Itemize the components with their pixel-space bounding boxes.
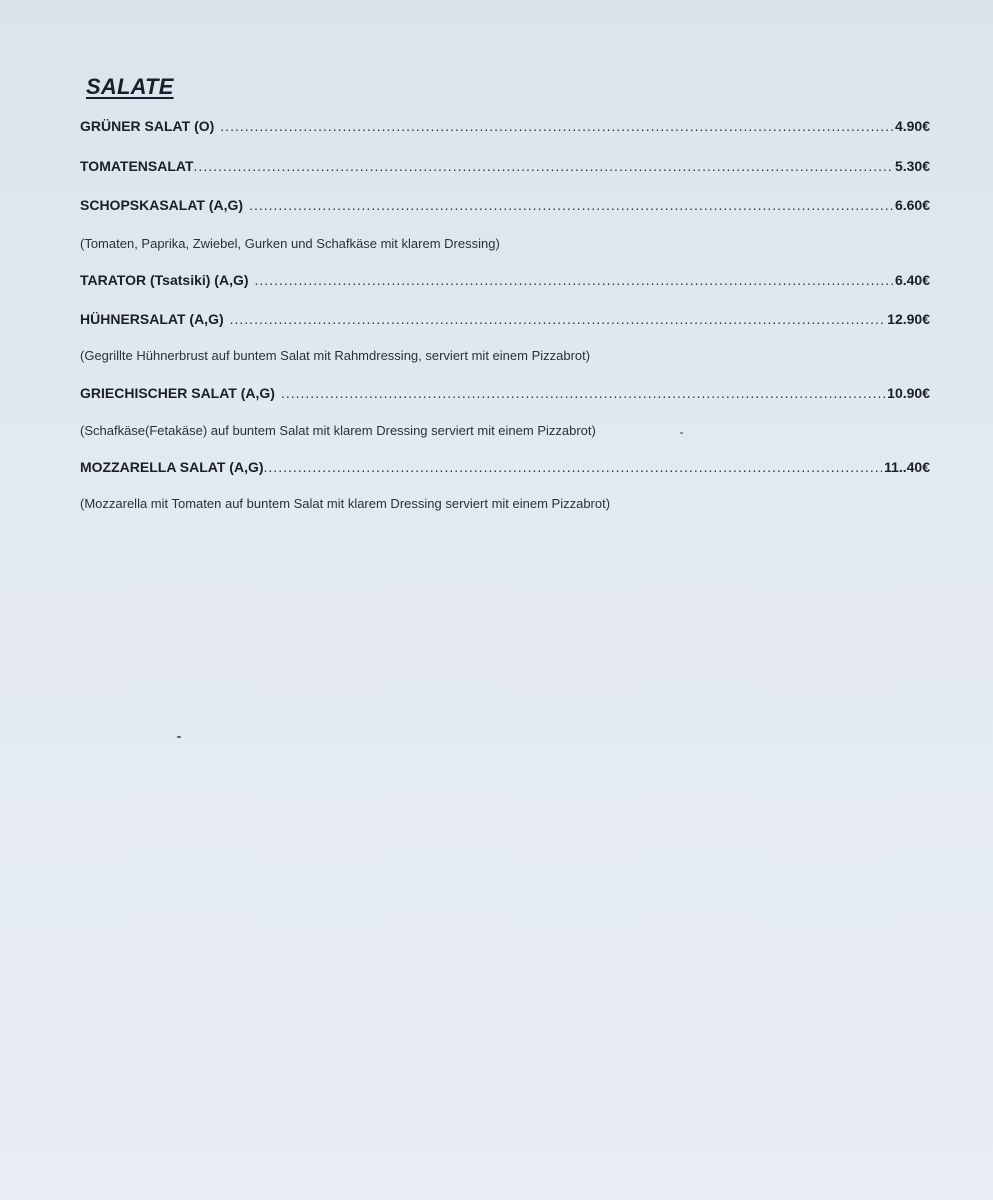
item-name: GRÜNER SALAT (O) (80, 118, 215, 134)
item-description: (Mozzarella mit Tomaten auf buntem Salat mit klarem Dressing serviert mit einem Pizzabrot) (80, 496, 611, 511)
dot-leader (220, 118, 893, 134)
item-price: 6.60€ (894, 197, 930, 213)
item-name: TOMATENSALAT (80, 158, 194, 174)
item-price: 10.90€ (887, 385, 930, 401)
item-description: (Tomaten, Paprika, Zwiebel, Gurken und Schafkäse mit klarem Dressing) (80, 236, 500, 251)
menu-item-gruener-salat (80, 118, 930, 134)
paper-speck (177, 736, 181, 738)
item-description: (Gegrillte Hühnerbrust auf buntem Salat mit Rahmdressing, serviert mit einem Pizzabrot) (80, 348, 591, 363)
item-description: (Schafkäse(Fetakäse) auf buntem Salat mit klarem Dressing serviert mit einem Pizzabrot) (80, 423, 596, 438)
dot-leader (194, 158, 893, 174)
item-name: MOZZARELLA SALAT (A,G) (80, 459, 264, 475)
item-price: 5.30€ (894, 158, 930, 174)
menu-item-griechischer-salat (80, 385, 930, 401)
item-name: GRIECHISCHER SALAT (A,G) (80, 385, 275, 401)
dot-leader (249, 197, 893, 213)
paper-speck (680, 432, 683, 434)
dot-leader (230, 311, 886, 327)
menu-item-huehnersalat (80, 311, 930, 327)
menu-item-schopskasalat (80, 197, 930, 213)
item-name: TARATOR (Tsatsiki) (A,G) (80, 272, 249, 288)
item-price: 12.90€ (887, 311, 930, 327)
item-price: 4.90€ (894, 118, 930, 134)
item-price: 11..40€ (884, 459, 930, 475)
menu-item-mozzarella-salat (80, 459, 930, 475)
menu-item-tomatensalat (80, 158, 930, 174)
item-price: 6.40€ (894, 272, 930, 288)
section-title: SALATE (86, 74, 174, 99)
dot-leader (264, 459, 883, 475)
dot-leader (255, 272, 893, 288)
menu-item-tarator (80, 272, 930, 288)
dot-leader (281, 385, 885, 401)
item-name: SCHOPSKASALAT (A,G) (80, 197, 244, 213)
item-name: HÜHNERSALAT (A,G) (80, 311, 224, 327)
